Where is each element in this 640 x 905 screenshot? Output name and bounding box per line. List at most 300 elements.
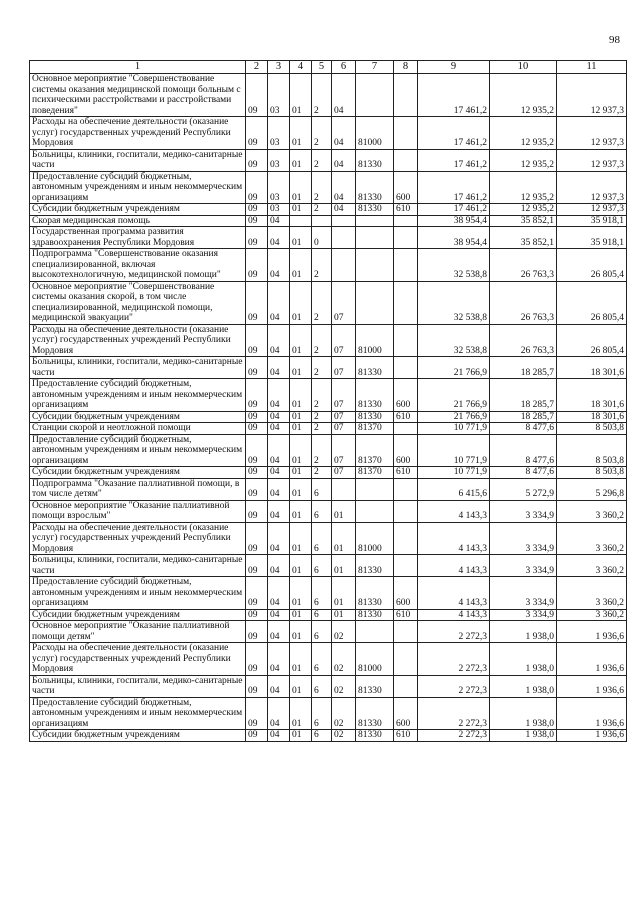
section-code-cell: 04: [268, 522, 290, 555]
expense-type-cell: 610: [394, 609, 418, 621]
amount-col10-cell: 12 935,2: [490, 149, 557, 171]
direction-code-cell: 81370: [356, 467, 394, 479]
ministry-code-cell: 09: [246, 117, 268, 150]
subprogram-code-cell: 6: [312, 478, 332, 500]
expense-name-cell: Основное мероприятие "Совершенствование системы оказания медицинской помощи больным с психическими расстройствами и расстройствами поведения": [30, 74, 246, 117]
expense-name-cell: Расходы на обеспечение деятельности (оказание услуг) государственных учреждений Республики Мордовия: [30, 522, 246, 555]
section-code-cell: 04: [268, 379, 290, 412]
expense-name-cell: Основное мероприятие "Оказание паллиативной помощи детям": [30, 621, 246, 643]
table-row: [30, 117, 627, 150]
program-code-cell: 01: [290, 324, 312, 357]
subprogram-code-cell: 6: [312, 555, 332, 577]
direction-code-cell: [356, 281, 394, 324]
amount-col11-cell: 12 937,3: [557, 74, 627, 117]
expense-name-cell: Скорая медицинская помощь: [30, 215, 246, 227]
page-number: 98: [609, 34, 620, 46]
expense-type-cell: [394, 357, 418, 379]
direction-code-cell: [356, 215, 394, 227]
table-row: [30, 149, 627, 171]
amount-col11-cell: 12 937,3: [557, 149, 627, 171]
program-code-cell: 01: [290, 204, 312, 216]
expense-type-cell: [394, 675, 418, 697]
activity-code-cell: [332, 215, 356, 227]
activity-code-cell: 04: [332, 204, 356, 216]
amount-col10-cell: 12 935,2: [490, 204, 557, 216]
direction-code-cell: [356, 249, 394, 282]
amount-col11-cell: 1 936,6: [557, 643, 627, 676]
program-code-cell: 01: [290, 555, 312, 577]
column-header: 11: [557, 61, 627, 74]
column-header: 9: [418, 61, 490, 74]
expense-type-cell: 600: [394, 697, 418, 730]
amount-col10-cell: 5 272,9: [490, 478, 557, 500]
amount-col11-cell: 18 301,6: [557, 411, 627, 423]
amount-col9-cell: 4 143,3: [418, 577, 490, 610]
ministry-code-cell: 09: [246, 379, 268, 412]
program-code-cell: 01: [290, 609, 312, 621]
column-header: 3: [268, 61, 290, 74]
amount-col11-cell: 1 936,6: [557, 697, 627, 730]
activity-code-cell: [332, 478, 356, 500]
ministry-code-cell: 09: [246, 675, 268, 697]
amount-col10-cell: 12 935,2: [490, 117, 557, 150]
expense-name-cell: Субсидии бюджетным учреждениям: [30, 730, 246, 742]
direction-code-cell: [356, 227, 394, 249]
amount-col10-cell: 1 938,0: [490, 643, 557, 676]
direction-code-cell: 81000: [356, 324, 394, 357]
column-header: 6: [332, 61, 356, 74]
ministry-code-cell: 09: [246, 467, 268, 479]
table-row: [30, 500, 627, 522]
activity-code-cell: 04: [332, 149, 356, 171]
expense-type-cell: [394, 423, 418, 435]
ministry-code-cell: 09: [246, 215, 268, 227]
subprogram-code-cell: 6: [312, 609, 332, 621]
section-code-cell: 03: [268, 74, 290, 117]
expense-type-cell: [394, 324, 418, 357]
amount-col11-cell: 3 360,2: [557, 522, 627, 555]
amount-col10-cell: 18 285,7: [490, 357, 557, 379]
amount-col10-cell: 8 477,6: [490, 423, 557, 435]
expense-name-cell: Больницы, клиники, госпитали, медико-санитарные части: [30, 149, 246, 171]
section-code-cell: 04: [268, 609, 290, 621]
activity-code-cell: 01: [332, 522, 356, 555]
amount-col9-cell: 32 538,8: [418, 281, 490, 324]
subprogram-code-cell: 6: [312, 730, 332, 742]
section-code-cell: 04: [268, 675, 290, 697]
ministry-code-cell: 09: [246, 730, 268, 742]
section-code-cell: 04: [268, 577, 290, 610]
amount-col10-cell: 1 938,0: [490, 730, 557, 742]
direction-code-cell: 81330: [356, 149, 394, 171]
activity-code-cell: 07: [332, 324, 356, 357]
direction-code-cell: [356, 500, 394, 522]
expense-type-cell: [394, 281, 418, 324]
program-code-cell: 01: [290, 74, 312, 117]
expense-name-cell: Подпрограмма "Совершенствование оказания специализированной, включая высокотехнологичную, медицинской помощи": [30, 249, 246, 282]
amount-col10-cell: 18 285,7: [490, 379, 557, 412]
table-row: [30, 555, 627, 577]
table-row: [30, 467, 627, 479]
amount-col11-cell: 12 937,3: [557, 204, 627, 216]
ministry-code-cell: 09: [246, 74, 268, 117]
section-code-cell: 04: [268, 411, 290, 423]
direction-code-cell: 81330: [356, 357, 394, 379]
table-row: [30, 478, 627, 500]
expense-name-cell: Предоставление субсидий бюджетным, автономным учреждениям и иным некоммерческим организациям: [30, 577, 246, 610]
subprogram-code-cell: 2: [312, 249, 332, 282]
amount-col9-cell: 2 272,3: [418, 697, 490, 730]
expense-type-cell: [394, 478, 418, 500]
amount-col11-cell: 26 805,4: [557, 281, 627, 324]
program-code-cell: 01: [290, 281, 312, 324]
expense-type-cell: 610: [394, 730, 418, 742]
activity-code-cell: 01: [332, 609, 356, 621]
activity-code-cell: 07: [332, 379, 356, 412]
amount-col10-cell: 3 334,9: [490, 500, 557, 522]
activity-code-cell: 04: [332, 74, 356, 117]
table-row: [30, 675, 627, 697]
expense-name-cell: Предоставление субсидий бюджетным, автономным учреждениям и иным некоммерческим организациям: [30, 379, 246, 412]
ministry-code-cell: 09: [246, 643, 268, 676]
amount-col9-cell: 2 272,3: [418, 643, 490, 676]
subprogram-code-cell: 2: [312, 467, 332, 479]
amount-col9-cell: 17 461,2: [418, 149, 490, 171]
table-row: [30, 423, 627, 435]
ministry-code-cell: 09: [246, 697, 268, 730]
activity-code-cell: 01: [332, 577, 356, 610]
section-code-cell: 04: [268, 555, 290, 577]
amount-col9-cell: 17 461,2: [418, 171, 490, 204]
activity-code-cell: 07: [332, 411, 356, 423]
direction-code-cell: 81330: [356, 379, 394, 412]
expense-type-cell: [394, 621, 418, 643]
subprogram-code-cell: [312, 215, 332, 227]
amount-col10-cell: 18 285,7: [490, 411, 557, 423]
expense-type-cell: 610: [394, 467, 418, 479]
activity-code-cell: [332, 249, 356, 282]
amount-col11-cell: 26 805,4: [557, 249, 627, 282]
expense-type-cell: [394, 227, 418, 249]
subprogram-code-cell: 6: [312, 577, 332, 610]
direction-code-cell: 81370: [356, 423, 394, 435]
header-row: [30, 61, 627, 74]
direction-code-cell: 81330: [356, 730, 394, 742]
amount-col9-cell: 4 143,3: [418, 555, 490, 577]
section-code-cell: 04: [268, 281, 290, 324]
direction-code-cell: 81370: [356, 434, 394, 467]
amount-col9-cell: 6 415,6: [418, 478, 490, 500]
program-code-cell: 01: [290, 697, 312, 730]
amount-col9-cell: 10 771,9: [418, 434, 490, 467]
section-code-cell: 04: [268, 423, 290, 435]
program-code-cell: 01: [290, 675, 312, 697]
section-code-cell: 04: [268, 697, 290, 730]
expense-name-cell: Расходы на обеспечение деятельности (оказание услуг) государственных учреждений Республики Мордовия: [30, 324, 246, 357]
amount-col9-cell: 38 954,4: [418, 215, 490, 227]
direction-code-cell: [356, 74, 394, 117]
table-row: [30, 171, 627, 204]
table-row: [30, 730, 627, 742]
amount-col10-cell: 26 763,3: [490, 281, 557, 324]
program-code-cell: [290, 215, 312, 227]
table-row: [30, 577, 627, 610]
activity-code-cell: 07: [332, 423, 356, 435]
direction-code-cell: [356, 478, 394, 500]
table-row: [30, 697, 627, 730]
amount-col11-cell: 3 360,2: [557, 555, 627, 577]
amount-col10-cell: 35 852,1: [490, 215, 557, 227]
amount-col10-cell: 8 477,6: [490, 467, 557, 479]
amount-col9-cell: 17 461,2: [418, 74, 490, 117]
table-row: [30, 379, 627, 412]
expense-name-cell: Субсидии бюджетным учреждениям: [30, 467, 246, 479]
amount-col9-cell: 2 272,3: [418, 675, 490, 697]
amount-col11-cell: 1 936,6: [557, 675, 627, 697]
amount-col9-cell: 2 272,3: [418, 621, 490, 643]
amount-col10-cell: 26 763,3: [490, 249, 557, 282]
direction-code-cell: 81330: [356, 697, 394, 730]
expense-type-cell: [394, 215, 418, 227]
direction-code-cell: 81000: [356, 643, 394, 676]
section-code-cell: 04: [268, 467, 290, 479]
program-code-cell: 01: [290, 171, 312, 204]
activity-code-cell: 02: [332, 621, 356, 643]
direction-code-cell: 81330: [356, 171, 394, 204]
amount-col10-cell: 26 763,3: [490, 324, 557, 357]
amount-col11-cell: 3 360,2: [557, 609, 627, 621]
activity-code-cell: 02: [332, 675, 356, 697]
amount-col11-cell: 35 918,1: [557, 227, 627, 249]
amount-col9-cell: 38 954,4: [418, 227, 490, 249]
column-header: 1: [30, 61, 246, 74]
amount-col10-cell: 3 334,9: [490, 609, 557, 621]
expense-name-cell: Основное мероприятие "Оказание паллиативной помощи взрослым": [30, 500, 246, 522]
section-code-cell: 04: [268, 249, 290, 282]
program-code-cell: 01: [290, 643, 312, 676]
expense-name-cell: Станции скорой и неотложной помощи: [30, 423, 246, 435]
ministry-code-cell: 09: [246, 555, 268, 577]
activity-code-cell: 01: [332, 555, 356, 577]
ministry-code-cell: 09: [246, 227, 268, 249]
subprogram-code-cell: 6: [312, 621, 332, 643]
program-code-cell: 01: [290, 467, 312, 479]
section-code-cell: 03: [268, 149, 290, 171]
subprogram-code-cell: 2: [312, 149, 332, 171]
amount-col9-cell: 21 766,9: [418, 379, 490, 412]
amount-col11-cell: 3 360,2: [557, 500, 627, 522]
direction-code-cell: 81000: [356, 522, 394, 555]
subprogram-code-cell: 2: [312, 204, 332, 216]
activity-code-cell: 07: [332, 357, 356, 379]
ministry-code-cell: 09: [246, 324, 268, 357]
amount-col10-cell: 12 935,2: [490, 74, 557, 117]
expense-name-cell: Предоставление субсидий бюджетным, автономным учреждениям и иным некоммерческим организациям: [30, 697, 246, 730]
activity-code-cell: 07: [332, 434, 356, 467]
amount-col9-cell: 4 143,3: [418, 522, 490, 555]
amount-col11-cell: 18 301,6: [557, 379, 627, 412]
ministry-code-cell: 09: [246, 621, 268, 643]
ministry-code-cell: 09: [246, 500, 268, 522]
amount-col11-cell: 8 503,8: [557, 467, 627, 479]
activity-code-cell: 04: [332, 171, 356, 204]
expense-type-cell: 600: [394, 434, 418, 467]
column-header: 4: [290, 61, 312, 74]
program-code-cell: 01: [290, 500, 312, 522]
amount-col11-cell: 12 937,3: [557, 171, 627, 204]
program-code-cell: 01: [290, 227, 312, 249]
amount-col9-cell: 21 766,9: [418, 357, 490, 379]
ministry-code-cell: 09: [246, 204, 268, 216]
amount-col9-cell: 10 771,9: [418, 467, 490, 479]
direction-code-cell: 81330: [356, 675, 394, 697]
amount-col10-cell: 3 334,9: [490, 522, 557, 555]
section-code-cell: 04: [268, 324, 290, 357]
amount-col10-cell: 3 334,9: [490, 577, 557, 610]
expense-type-cell: [394, 643, 418, 676]
subprogram-code-cell: 6: [312, 522, 332, 555]
expense-type-cell: 610: [394, 204, 418, 216]
table-row: [30, 215, 627, 227]
amount-col9-cell: 17 461,2: [418, 204, 490, 216]
ministry-code-cell: 09: [246, 411, 268, 423]
expense-name-cell: Больницы, клиники, госпитали, медико-санитарные части: [30, 555, 246, 577]
section-code-cell: 04: [268, 643, 290, 676]
program-code-cell: 01: [290, 522, 312, 555]
amount-col10-cell: 12 935,2: [490, 171, 557, 204]
program-code-cell: 01: [290, 478, 312, 500]
table-row: [30, 609, 627, 621]
ministry-code-cell: 09: [246, 281, 268, 324]
ministry-code-cell: 09: [246, 249, 268, 282]
program-code-cell: 01: [290, 411, 312, 423]
table-row: [30, 204, 627, 216]
amount-col9-cell: 32 538,8: [418, 324, 490, 357]
ministry-code-cell: 09: [246, 609, 268, 621]
expense-name-cell: Субсидии бюджетным учреждениям: [30, 609, 246, 621]
table-row: [30, 249, 627, 282]
expense-type-cell: [394, 117, 418, 150]
program-code-cell: 01: [290, 357, 312, 379]
amount-col11-cell: 8 503,8: [557, 423, 627, 435]
program-code-cell: 01: [290, 379, 312, 412]
activity-code-cell: 02: [332, 730, 356, 742]
ministry-code-cell: 09: [246, 423, 268, 435]
direction-code-cell: 81330: [356, 411, 394, 423]
section-code-cell: 03: [268, 171, 290, 204]
direction-code-cell: 81330: [356, 609, 394, 621]
table-body: [30, 74, 627, 742]
column-header: 10: [490, 61, 557, 74]
expense-name-cell: Субсидии бюджетным учреждениям: [30, 204, 246, 216]
subprogram-code-cell: 2: [312, 423, 332, 435]
amount-col10-cell: 35 852,1: [490, 227, 557, 249]
table-row: [30, 281, 627, 324]
expense-type-cell: [394, 249, 418, 282]
table-row: [30, 227, 627, 249]
section-code-cell: 04: [268, 215, 290, 227]
expense-name-cell: Подпрограмма "Оказание паллиативной помощи, в том числе детям": [30, 478, 246, 500]
program-code-cell: 01: [290, 249, 312, 282]
amount-col11-cell: 1 936,6: [557, 730, 627, 742]
subprogram-code-cell: 6: [312, 675, 332, 697]
expense-type-cell: [394, 74, 418, 117]
subprogram-code-cell: 2: [312, 411, 332, 423]
expense-type-cell: 610: [394, 411, 418, 423]
activity-code-cell: 07: [332, 467, 356, 479]
activity-code-cell: 02: [332, 643, 356, 676]
section-code-cell: 04: [268, 227, 290, 249]
section-code-cell: 04: [268, 357, 290, 379]
expense-type-cell: 600: [394, 171, 418, 204]
amount-col10-cell: 8 477,6: [490, 434, 557, 467]
direction-code-cell: [356, 621, 394, 643]
direction-code-cell: 81330: [356, 555, 394, 577]
amount-col9-cell: 17 461,2: [418, 117, 490, 150]
section-code-cell: 04: [268, 478, 290, 500]
amount-col9-cell: 2 272,3: [418, 730, 490, 742]
subprogram-code-cell: 6: [312, 643, 332, 676]
column-header: 2: [246, 61, 268, 74]
amount-col11-cell: 5 296,8: [557, 478, 627, 500]
direction-code-cell: 81330: [356, 204, 394, 216]
amount-col11-cell: 1 936,6: [557, 621, 627, 643]
ministry-code-cell: 09: [246, 434, 268, 467]
program-code-cell: 01: [290, 621, 312, 643]
subprogram-code-cell: 2: [312, 117, 332, 150]
ministry-code-cell: 09: [246, 171, 268, 204]
section-code-cell: 04: [268, 500, 290, 522]
amount-col10-cell: 1 938,0: [490, 675, 557, 697]
subprogram-code-cell: 2: [312, 324, 332, 357]
expense-name-cell: Предоставление субсидий бюджетным, автономным учреждениям и иным некоммерческим организациям: [30, 434, 246, 467]
program-code-cell: 01: [290, 117, 312, 150]
activity-code-cell: [332, 227, 356, 249]
activity-code-cell: 04: [332, 117, 356, 150]
table-row: [30, 411, 627, 423]
ministry-code-cell: 09: [246, 522, 268, 555]
section-code-cell: 04: [268, 434, 290, 467]
expense-name-cell: Расходы на обеспечение деятельности (оказание услуг) государственных учреждений Республики Мордовия: [30, 643, 246, 676]
column-header: 8: [394, 61, 418, 74]
program-code-cell: 01: [290, 577, 312, 610]
direction-code-cell: 81000: [356, 117, 394, 150]
expense-name-cell: Расходы на обеспечение деятельности (оказание услуг) государственных учреждений Республики Мордовия: [30, 117, 246, 150]
subprogram-code-cell: 2: [312, 171, 332, 204]
section-code-cell: 04: [268, 730, 290, 742]
subprogram-code-cell: 6: [312, 697, 332, 730]
expense-name-cell: Предоставление субсидий бюджетным, автономным учреждениям и иным некоммерческим организациям: [30, 171, 246, 204]
expense-type-cell: 600: [394, 577, 418, 610]
expense-type-cell: [394, 500, 418, 522]
section-code-cell: 03: [268, 204, 290, 216]
activity-code-cell: 01: [332, 500, 356, 522]
amount-col11-cell: 8 503,8: [557, 434, 627, 467]
amount-col9-cell: 4 143,3: [418, 609, 490, 621]
program-code-cell: 01: [290, 730, 312, 742]
expense-name-cell: Субсидии бюджетным учреждениям: [30, 411, 246, 423]
direction-code-cell: 81330: [356, 577, 394, 610]
table-row: [30, 324, 627, 357]
ministry-code-cell: 09: [246, 357, 268, 379]
section-code-cell: 03: [268, 117, 290, 150]
subprogram-code-cell: 2: [312, 434, 332, 467]
table-row: [30, 74, 627, 117]
subprogram-code-cell: 2: [312, 281, 332, 324]
table-row: [30, 522, 627, 555]
subprogram-code-cell: 0: [312, 227, 332, 249]
amount-col9-cell: 32 538,8: [418, 249, 490, 282]
